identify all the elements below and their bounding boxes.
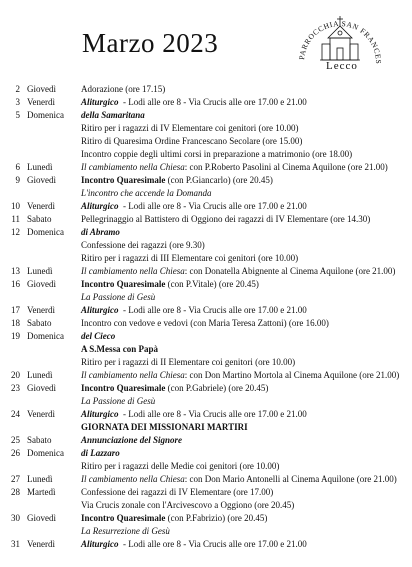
- event-text: [81, 84, 165, 95]
- calendar-row: [0, 110, 412, 121]
- calendar-row: [0, 448, 412, 459]
- event-segment: A S.Messa con Papà: [81, 344, 159, 354]
- calendar-row: [0, 409, 412, 420]
- day-number: 28: [11, 487, 20, 497]
- event-text: [81, 396, 155, 407]
- event-segment: Il cambiamento nella Chiesa: [81, 474, 185, 484]
- event-text: [81, 136, 302, 147]
- event-segment: di Abramo: [81, 227, 120, 237]
- calendar-row: [0, 188, 412, 199]
- event-text: [81, 227, 120, 238]
- day-number: 23: [11, 383, 20, 393]
- event-segment: La Passione di Gesù: [81, 396, 156, 406]
- event-text: [81, 422, 248, 433]
- weekday: Giovedì: [27, 383, 56, 393]
- calendar-row: [0, 227, 412, 238]
- calendar-row: [0, 240, 412, 251]
- calendar-row: [0, 461, 412, 472]
- event-segment: Ritiro per i ragazzi di III Elementare coi genitori (ore 10.00): [81, 253, 299, 263]
- day-number: 19: [11, 331, 20, 341]
- weekday: Giovedì: [27, 279, 56, 289]
- event-segment: Via Crucis zonale con l'Arcivescovo a Oggiono (ore 20.45): [81, 500, 295, 510]
- event-segment: Ritiro per i ragazzi delle Medie coi genitori (ore 10.00): [81, 461, 280, 471]
- event-segment: Aliturgico: [81, 305, 119, 315]
- event-text: [81, 357, 295, 368]
- weekday: Lunedì: [27, 370, 53, 380]
- event-text: [81, 175, 273, 186]
- event-text: [81, 253, 298, 264]
- event-segment: (con P.Gabriele) (ore 20.45): [165, 383, 269, 393]
- day-number: 30: [11, 513, 20, 523]
- event-segment: del Cieco: [81, 331, 116, 341]
- calendar-row: [0, 513, 412, 524]
- weekday: Domenica: [27, 448, 64, 458]
- day-number: 26: [11, 448, 20, 458]
- event-segment: Aliturgico: [81, 539, 119, 549]
- event-segment: GIORNATA DEI MISSIONARI MARTIRI: [81, 422, 248, 432]
- event-segment: (con P.Giancarlo) (ore 20.45): [165, 175, 273, 185]
- event-segment: Il cambiamento nella Chiesa: [81, 162, 185, 172]
- weekday: Domenica: [27, 110, 64, 120]
- weekday: Venerdì: [27, 97, 55, 107]
- calendar-row: [0, 331, 412, 342]
- calendar-row: [0, 539, 412, 550]
- event-text: [81, 162, 388, 173]
- day-number: 9: [15, 175, 20, 185]
- page-title: Marzo 2023: [82, 28, 219, 58]
- weekday: Venerdì: [27, 539, 55, 549]
- day-number: 27: [11, 474, 20, 484]
- event-segment: Aliturgico: [81, 201, 119, 211]
- event-segment: Ritiro per i ragazzi di II Elementare coi genitori (ore 10.00): [81, 357, 296, 367]
- calendar-row: [0, 84, 412, 95]
- calendar-row: [0, 136, 412, 147]
- event-segment: : con Don Mario Antonelli al Cinema Aquilone (ore 21.00): [184, 474, 397, 484]
- calendar-row: [0, 253, 412, 264]
- event-text: [81, 214, 370, 225]
- event-text: [81, 318, 329, 329]
- day-number: 3: [15, 97, 20, 107]
- event-segment: Adorazione (ore 17.15): [81, 84, 166, 94]
- weekday: Giovedì: [27, 84, 56, 94]
- event-text: [81, 383, 268, 394]
- event-text: [81, 149, 352, 160]
- day-number: 17: [11, 305, 20, 315]
- event-segment: Aliturgico: [81, 409, 119, 419]
- event-text: [81, 539, 307, 550]
- event-text: [81, 435, 182, 446]
- weekday: Lunedì: [27, 474, 53, 484]
- event-segment: Confessione dei ragazzi di IV Elementare (ore 17.00): [81, 487, 274, 497]
- calendar-row: [0, 357, 412, 368]
- weekday: Sabato: [27, 214, 52, 224]
- event-segment: Incontro Quaresimale: [81, 513, 166, 523]
- calendar-row: [0, 162, 412, 173]
- calendar-row: [0, 175, 412, 186]
- day-number: 16: [11, 279, 20, 289]
- calendar-row: [0, 149, 412, 160]
- day-number: 25: [11, 435, 20, 445]
- day-number: 24: [11, 409, 20, 419]
- day-number: 18: [11, 318, 20, 328]
- weekday: Martedì: [27, 487, 56, 497]
- event-text: [81, 110, 145, 121]
- event-segment: Ritiro per i ragazzi di IV Elementare coi genitori (ore 10.00): [81, 123, 299, 133]
- calendar-row: [0, 487, 412, 498]
- day-number: 11: [11, 214, 20, 224]
- event-text: [81, 240, 205, 251]
- weekday: Domenica: [27, 331, 64, 341]
- event-segment: Annunciazione del Signore: [81, 435, 183, 445]
- weekday: Domenica: [27, 227, 64, 237]
- event-text: [81, 409, 307, 420]
- event-text: [81, 344, 158, 355]
- logo-arc-text: PARROCCHIA SAN FRANCE: [297, 18, 382, 61]
- event-segment: La Passione di Gesù: [81, 292, 156, 302]
- calendar-row: [0, 266, 412, 277]
- calendar-row: [0, 370, 412, 381]
- weekday: Giovedì: [27, 513, 56, 523]
- event-segment: Il cambiamento nella Chiesa: [81, 266, 185, 276]
- event-segment: : con Donatella Abignente al Cinema Aquilone (ore 21.00): [184, 266, 396, 276]
- event-segment: (con P.Fabrizio) (ore 20.45): [165, 513, 268, 523]
- calendar-row: [0, 305, 412, 316]
- event-segment: : con P.Roberto Pasolini al Cinema Aquilone (ore 21.00): [184, 162, 388, 172]
- parish-logo: [296, 8, 382, 76]
- calendar-row: [0, 344, 412, 355]
- event-segment: Confessione dei ragazzi (ore 9.30): [81, 240, 205, 250]
- event-segment: della Samaritana: [81, 110, 145, 120]
- calendar-row: [0, 201, 412, 212]
- event-text: [81, 292, 155, 303]
- event-segment: Incontro Quaresimale: [81, 383, 166, 393]
- event-text: [81, 266, 395, 277]
- event-text: [81, 123, 299, 134]
- calendar-row: [0, 383, 412, 394]
- event-segment: Pellegrinaggio al Battistero di Oggiono dei ragazzi di IV Elementare (ore 14.30): [81, 214, 371, 224]
- event-segment: (con P.Vitale) (ore 20.45): [165, 279, 259, 289]
- event-segment: : con Don Martino Mortola al Cinema Aquilone (ore 21.00): [184, 370, 400, 380]
- event-text: [81, 331, 115, 342]
- event-text: [81, 474, 397, 485]
- event-text: [81, 201, 307, 212]
- calendar-row: [0, 292, 412, 303]
- day-number: 31: [11, 539, 20, 549]
- event-segment: Incontro Quaresimale: [81, 279, 166, 289]
- calendar-row: [0, 526, 412, 537]
- event-segment: L'incontro che accende la Domanda: [81, 188, 212, 198]
- weekday: Lunedì: [27, 266, 53, 276]
- event-segment: Incontro con vedove e vedovi (con Maria Teresa Zattoni) (ore 16.00): [81, 318, 329, 328]
- weekday: Sabato: [27, 435, 52, 445]
- calendar-row: [0, 396, 412, 407]
- day-number: 12: [11, 227, 20, 237]
- event-segment: Incontro coppie degli ultimi corsi in preparazione a matrimonio (ore 18.00): [81, 149, 353, 159]
- calendar-row: [0, 97, 412, 108]
- event-segment: Incontro Quaresimale: [81, 175, 166, 185]
- calendar-row: [0, 474, 412, 485]
- day-number: 6: [15, 162, 20, 172]
- logo-city: Lecco: [326, 60, 358, 72]
- weekday: Venerdì: [27, 305, 55, 315]
- event-text: [81, 188, 212, 199]
- weekday: Giovedì: [27, 175, 56, 185]
- event-text: [81, 487, 273, 498]
- event-segment: - Lodi alle ore 8 - Via Crucis alle ore 17.00 e 21.00: [118, 409, 307, 419]
- calendar-row: [0, 500, 412, 511]
- event-text: [81, 305, 307, 316]
- event-text: [81, 513, 267, 524]
- weekday: Sabato: [27, 318, 52, 328]
- calendar-row: [0, 214, 412, 225]
- event-segment: - Lodi alle ore 8 - Via Crucis alle ore 17.00 e 21.00: [118, 305, 307, 315]
- event-text: [81, 448, 120, 459]
- event-segment: Ritiro di Quaresima Ordine Francescano Secolare (ore 15.00): [81, 136, 303, 146]
- calendar-row: [0, 123, 412, 134]
- svg-text:PARROCCHIA SAN FRANCESCO: [296, 8, 382, 64]
- day-number: 20: [11, 370, 20, 380]
- event-text: [81, 97, 307, 108]
- event-segment: Il cambiamento nella Chiesa: [81, 370, 185, 380]
- event-text: [81, 370, 399, 381]
- day-number: 10: [11, 201, 20, 211]
- event-text: [81, 279, 259, 290]
- day-number: 2: [15, 84, 20, 94]
- event-segment: - Lodi alle ore 8 - Via Crucis alle ore 17.00 e 21.00: [118, 539, 307, 549]
- calendar-row: [0, 318, 412, 329]
- weekday: Lunedì: [27, 162, 53, 172]
- event-segment: - Lodi alle ore 8 - Via Crucis alle ore 17.00 e 21.00: [118, 201, 307, 211]
- event-segment: Aliturgico: [81, 97, 119, 107]
- calendar-row: [0, 422, 412, 433]
- event-segment: La Resurrezione di Gesù: [81, 526, 170, 536]
- calendar-row: [0, 435, 412, 446]
- event-text: [81, 500, 294, 511]
- weekday: Venerdì: [27, 409, 55, 419]
- event-segment: - Lodi alle ore 8 - Via Crucis alle ore 17.00 e 21.00: [118, 97, 307, 107]
- weekday: Venerdì: [27, 201, 55, 211]
- day-number: 5: [15, 110, 20, 120]
- day-number: 13: [11, 266, 20, 276]
- event-text: [81, 526, 170, 537]
- calendar-row: [0, 279, 412, 290]
- event-text: [81, 461, 279, 472]
- event-segment: di Lazzaro: [81, 448, 120, 458]
